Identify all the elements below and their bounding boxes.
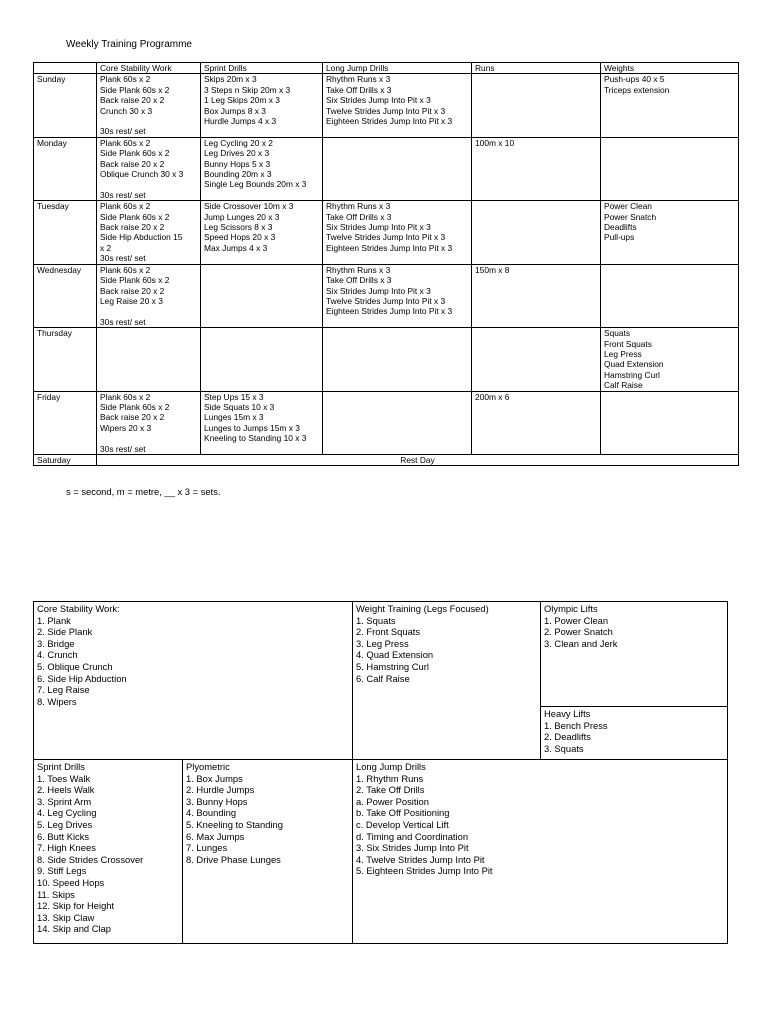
cell-line: Side Crossover 10m x 3	[204, 201, 294, 212]
day-label: Tuesday	[34, 201, 97, 264]
day-row	[34, 137, 739, 200]
cell-line: Core Stability Work:	[37, 603, 120, 614]
cell-line: Lunges to Jumps 15m x 3	[204, 422, 300, 433]
day-label: Wednesday	[34, 264, 97, 327]
cell-line: 12. Skip for Height	[37, 900, 115, 912]
cell-line: Quad Extension	[604, 359, 664, 370]
olympic-lifts-list	[541, 602, 728, 707]
cell-line: 14. Skip and Clap	[37, 923, 112, 935]
sprint-cell	[201, 74, 323, 137]
cell-line: Skips 20m x 3	[204, 74, 257, 85]
cell-line: 1. Bench Press	[544, 719, 608, 731]
cell-line: Oblique Crunch 30 x 3	[100, 169, 184, 180]
cell-line: 6. Side Hip Abduction	[37, 672, 127, 684]
cell-line: 11. Skips	[37, 888, 75, 900]
cell-line: Triceps extension	[604, 84, 670, 95]
column-header: Long Jump Drills	[323, 63, 472, 74]
long-jump-drills-list	[353, 760, 728, 944]
cell-line: Six Strides Jump Into Pit x 3	[326, 222, 431, 233]
longjump-cell	[323, 201, 472, 264]
cell-line: 5. Kneeling to Standing	[186, 818, 283, 830]
cell-line: Back raise 20 x 2	[100, 412, 165, 423]
cell-line: 1 Leg Skips 20m x 3	[204, 95, 280, 106]
cell-line: Leg Drives 20 x 3	[204, 148, 270, 159]
cell-line: Side Squats 10 x 3	[204, 401, 275, 412]
day-label: Monday	[34, 137, 97, 200]
cell-line: 30s rest/ set	[100, 443, 146, 454]
cell-line: Back raise 20 x 2	[100, 158, 165, 169]
column-header: Runs	[472, 63, 601, 74]
runs-cell	[472, 328, 601, 391]
cell-line: Side Plank 60s x 2	[100, 84, 170, 95]
cell-line: 4. Quad Extension	[356, 649, 434, 661]
cell-line: 2. Front Squats	[356, 626, 421, 638]
cell-line: Squats	[604, 328, 631, 339]
day-row	[34, 328, 739, 391]
plyometric-list	[183, 760, 353, 944]
cell-line: Plank 60s x 2	[100, 391, 151, 402]
cell-line: 4. Bounding	[186, 807, 237, 819]
cell-line: Box Jumps 8 x 3	[204, 105, 266, 116]
core-stability-list	[34, 602, 353, 760]
cell-line: 1. Plank	[37, 614, 71, 626]
cell-line: Max Jumps 4 x 3	[204, 242, 268, 253]
cell-line: 3. Bridge	[37, 637, 75, 649]
core-cell	[97, 328, 201, 391]
longjump-cell	[323, 391, 472, 454]
cell-line: Six Strides Jump Into Pit x 3	[326, 285, 431, 296]
cell-line: Power Snatch	[604, 211, 657, 222]
cell-line: 7. Leg Raise	[37, 684, 90, 696]
cell-line: Calf Raise	[604, 380, 643, 391]
cell-line: 3. Six Strides Jump Into Pit	[356, 842, 469, 854]
exercise-reference-table	[33, 601, 728, 944]
core-cell	[97, 74, 201, 137]
cell-line: Crunch 30 x 3	[100, 105, 153, 116]
cell-line: 9. Stiff Legs	[37, 865, 87, 877]
cell-line: Take Off Drills x 3	[326, 84, 392, 95]
cell-line: Weight Training (Legs Focused)	[356, 603, 489, 614]
cell-line: x 2	[100, 242, 112, 253]
cell-line: Leg Raise 20 x 3	[100, 295, 163, 306]
cell-line: Back raise 20 x 2	[100, 222, 165, 233]
cell-line: 2. Hurdle Jumps	[186, 784, 255, 796]
cell-line: d. Timing and Coordination	[356, 830, 469, 842]
cell-line: Take Off Drills x 3	[326, 275, 392, 286]
sprint-cell	[201, 264, 323, 327]
sprint-drills-list	[34, 760, 183, 944]
cell-line	[100, 179, 197, 189]
cell-line: Eighteen Strides Jump Into Pit x 3	[326, 242, 453, 253]
cell-line: Jump Lunges 20 x 3	[204, 211, 280, 222]
cell-line: 5. Hamstring Curl	[356, 660, 429, 672]
cell-line: 6. Calf Raise	[356, 672, 410, 684]
column-header: Core Stability Work	[97, 63, 201, 74]
weights-cell	[601, 201, 739, 264]
cell-line: 8. Side Strides Crossover	[37, 853, 144, 865]
sprint-cell	[201, 201, 323, 264]
cell-line: 3. Bunny Hops	[186, 795, 248, 807]
weights-cell	[601, 264, 739, 327]
cell-line: Side Plank 60s x 2	[100, 211, 170, 222]
cell-line: Single Leg Bounds 20m x 3	[204, 179, 307, 190]
cell-line: 5. Eighteen Strides Jump Into Pit	[356, 865, 493, 877]
cell-line: Eighteen Strides Jump Into Pit x 3	[326, 116, 453, 127]
weights-cell	[601, 137, 739, 200]
cell-line: b. Take Off Positioning	[356, 807, 450, 819]
runs-cell	[472, 201, 601, 264]
cell-line: Front Squats	[604, 338, 652, 349]
cell-line: Side Hip Abduction 15	[100, 232, 183, 243]
cell-line: Rhythm Runs x 3	[326, 264, 391, 275]
cell-line: Leg Press	[604, 348, 642, 359]
cell-line: 3. Squats	[544, 742, 584, 754]
day-row	[34, 454, 739, 465]
cell-line: 100m x 10	[475, 137, 515, 148]
cell-line: Side Plank 60s x 2	[100, 401, 170, 412]
cell-line: Speed Hops 20 x 3	[204, 232, 276, 243]
weights-cell	[601, 74, 739, 137]
sprint-cell	[201, 328, 323, 391]
day-label: Thursday	[34, 328, 97, 391]
sprint-cell	[201, 137, 323, 200]
cell-line	[100, 116, 197, 126]
cell-line: Rhythm Runs x 3	[326, 74, 391, 85]
day-label: Saturday	[34, 454, 97, 465]
core-cell	[97, 264, 201, 327]
core-cell	[97, 201, 201, 264]
document-title: Weekly Training Programme	[66, 39, 192, 50]
cell-line: 150m x 8	[475, 264, 510, 275]
cell-line: 30s rest/ set	[100, 253, 146, 264]
core-cell	[97, 391, 201, 454]
cell-line: Deadlifts	[604, 222, 637, 233]
heavy-lifts-list	[541, 707, 728, 760]
cell-line: Plank 60s x 2	[100, 137, 151, 148]
cell-line: 8. Wipers	[37, 695, 77, 707]
day-row	[34, 264, 739, 327]
cell-line: Power Clean	[604, 201, 652, 212]
column-header: Weights	[601, 63, 739, 74]
cell-line: Back raise 20 x 2	[100, 285, 165, 296]
cell-line: 4. Crunch	[37, 649, 78, 661]
day-label: Sunday	[34, 74, 97, 137]
cell-line: 2. Take Off Drills	[356, 784, 425, 796]
cell-line: 4. Twelve Strides Jump Into Pit	[356, 853, 485, 865]
weight-training-list	[353, 602, 541, 760]
cell-line: 6. Max Jumps	[186, 830, 245, 842]
cell-line: 7. Lunges	[186, 842, 228, 854]
cell-line: 30s rest/ set	[100, 189, 146, 200]
runs-cell	[472, 137, 601, 200]
cell-line: 13. Skip Claw	[37, 911, 95, 923]
cell-line	[100, 306, 197, 316]
cell-line: 2. Deadlifts	[544, 731, 591, 743]
cell-line: Twelve Strides Jump Into Pit x 3	[326, 295, 446, 306]
cell-line: c. Develop Vertical Lift	[356, 818, 449, 830]
weights-cell	[601, 328, 739, 391]
cell-line: Twelve Strides Jump Into Pit x 3	[326, 232, 446, 243]
day-row	[34, 74, 739, 137]
cell-line: Push-ups 40 x 5	[604, 74, 665, 85]
cell-line: 2. Power Snatch	[544, 626, 613, 638]
cell-line: Plyometric	[186, 761, 230, 772]
cell-line: Plank 60s x 2	[100, 264, 151, 275]
sprint-cell	[201, 391, 323, 454]
cell-line: Hamstring Curl	[604, 369, 660, 380]
cell-line: Heavy Lifts	[544, 708, 591, 719]
longjump-cell	[323, 137, 472, 200]
cell-line: 1. Box Jumps	[186, 772, 243, 784]
cell-line: Take Off Drills x 3	[326, 211, 392, 222]
cell-line: 3. Leg Press	[356, 637, 409, 649]
cell-line: Olympic Lifts	[544, 603, 598, 614]
cell-line: 10. Speed Hops	[37, 876, 105, 888]
cell-line: Leg Scissors 8 x 3	[204, 222, 273, 233]
cell-line: Sprint Drills	[37, 761, 85, 772]
longjump-cell	[323, 74, 472, 137]
cell-line: 1. Toes Walk	[37, 772, 91, 784]
cell-line: Side Plank 60s x 2	[100, 275, 170, 286]
header-day	[34, 63, 97, 74]
cell-line: 4. Leg Cycling	[37, 807, 97, 819]
cell-line: Pull-ups	[604, 232, 635, 243]
cell-line: Lunges 15m x 3	[204, 412, 264, 423]
cell-line: 1. Power Clean	[544, 614, 609, 626]
cell-line: Bunny Hops 5 x 3	[204, 158, 271, 169]
cell-line: Step Ups 15 x 3	[204, 391, 264, 402]
cell-line: 1. Rhythm Runs	[356, 772, 424, 784]
cell-line: 30s rest/ set	[100, 316, 146, 327]
cell-line: Long Jump Drills	[356, 761, 426, 772]
cell-line: 200m x 6	[475, 391, 510, 402]
cell-line: Back raise 20 x 2	[100, 95, 165, 106]
weekly-schedule-table	[33, 62, 739, 466]
cell-line: 3 Steps n Skip 20m x 3	[204, 84, 291, 95]
cell-line: Wipers 20 x 3	[100, 422, 152, 433]
cell-line: 1. Squats	[356, 614, 396, 626]
runs-cell	[472, 391, 601, 454]
cell-line: Plank 60s x 2	[100, 201, 151, 212]
abbreviation-legend: s = second, m = metre, __ x 3 = sets.	[66, 486, 221, 497]
cell-line: 6. Butt Kicks	[37, 830, 90, 842]
cell-line: 5. Oblique Crunch	[37, 660, 113, 672]
cell-line: Bounding 20m x 3	[204, 169, 272, 180]
cell-line: Plank 60s x 2	[100, 74, 151, 85]
day-row	[34, 391, 739, 454]
runs-cell	[472, 264, 601, 327]
day-row	[34, 201, 739, 264]
cell-line: 3. Sprint Arm	[37, 795, 92, 807]
runs-cell	[472, 74, 601, 137]
longjump-cell	[323, 328, 472, 391]
cell-line: Six Strides Jump Into Pit x 3	[326, 95, 431, 106]
cell-line: 30s rest/ set	[100, 126, 146, 137]
cell-line: 3. Clean and Jerk	[544, 637, 618, 649]
cell-line: 8. Drive Phase Lunges	[186, 853, 281, 865]
cell-line: Leg Cycling 20 x 2	[204, 137, 273, 148]
cell-line: Side Plank 60s x 2	[100, 148, 170, 159]
cell-line: Eighteen Strides Jump Into Pit x 3	[326, 306, 453, 317]
column-header: Sprint Drills	[201, 63, 323, 74]
cell-line: Kneeling to Standing 10 x 3	[204, 433, 307, 444]
cell-line: 2. Heels Walk	[37, 784, 95, 796]
cell-line: a. Power Position	[356, 795, 429, 807]
cell-line: 5. Leg Drives	[37, 818, 93, 830]
cell-line: Rhythm Runs x 3	[326, 201, 391, 212]
longjump-cell	[323, 264, 472, 327]
cell-line: Twelve Strides Jump Into Pit x 3	[326, 105, 446, 116]
cell-line: 2. Side Plank	[37, 626, 93, 638]
cell-line: Hurdle Jumps 4 x 3	[204, 116, 277, 127]
day-label: Friday	[34, 391, 97, 454]
cell-line	[100, 433, 197, 443]
core-cell	[97, 137, 201, 200]
rest-day-cell: Rest Day	[97, 454, 739, 465]
weights-cell	[601, 391, 739, 454]
cell-line: 7. High Knees	[37, 842, 96, 854]
